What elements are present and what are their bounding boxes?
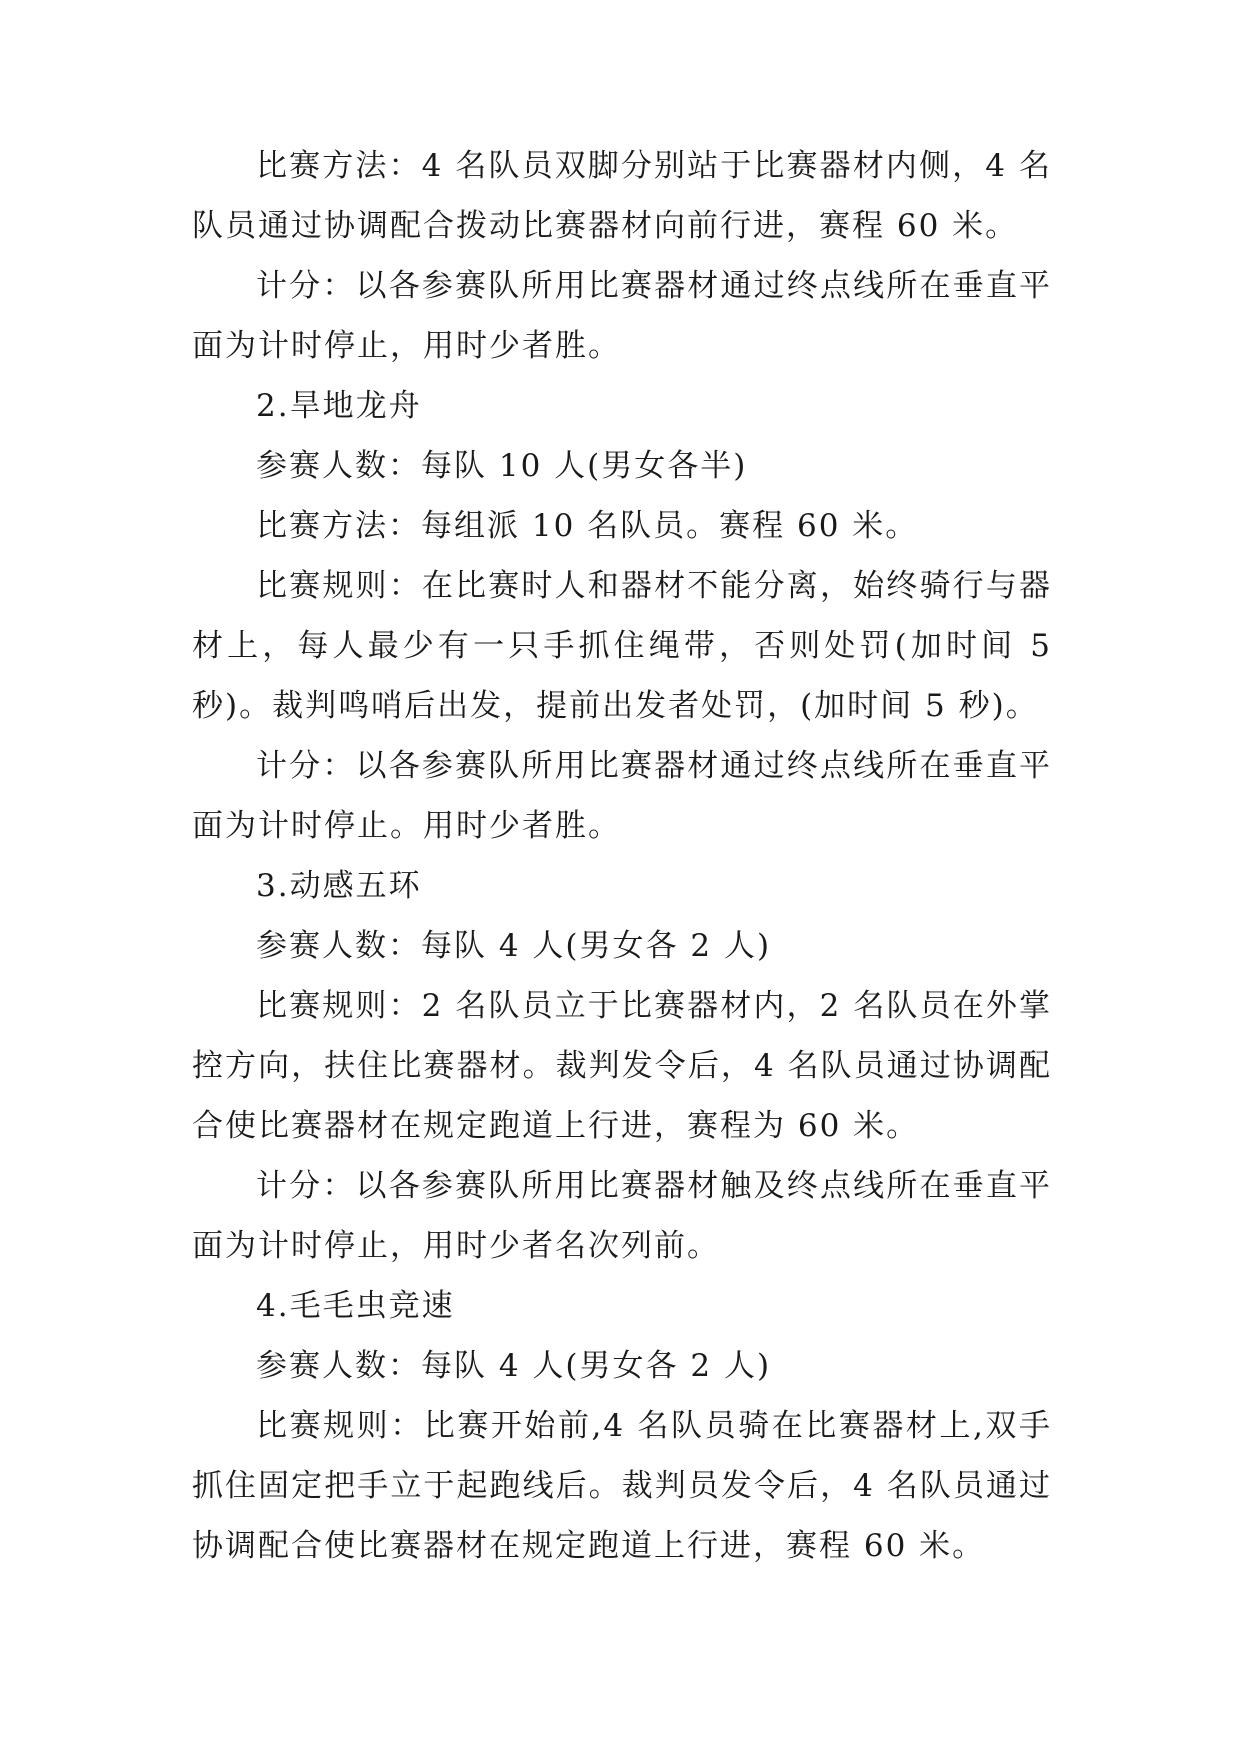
paragraph-line: 合使比赛器材在规定跑道上行进，赛程为 60 米。 <box>192 1108 920 1144</box>
paragraph-line: 队员通过协调配合拨动比赛器材向前行进，赛程 60 米。 <box>192 208 1019 244</box>
paragraph-line: 面为计时停止，用时少者胜。 <box>192 328 621 364</box>
paragraph-line: 抓住固定把手立于起跑线后。裁判员发令后，4 名队员通过 <box>192 1468 1052 1504</box>
paragraph-line: 比赛规则：比赛开始前,4 名队员骑在比赛器材上,双手 <box>256 1408 1052 1444</box>
paragraph-line: 比赛规则：在比赛时人和器材不能分离，始终骑行与器 <box>256 568 1052 604</box>
section-heading: 4.毛毛虫竞速 <box>256 1288 455 1324</box>
paragraph-line: 比赛规则：2 名队员立于比赛器材内，2 名队员在外掌 <box>256 988 1052 1024</box>
paragraph-line: 计分：以各参赛队所用比赛器材触及终点线所在垂直平 <box>256 1168 1052 1204</box>
paragraph-line: 控方向，扶住比赛器材。裁判发令后，4 名队员通过协调配 <box>192 1048 1052 1084</box>
paragraph-line: 协调配合使比赛器材在规定跑道上行进，赛程 60 米。 <box>192 1528 986 1564</box>
paragraph-line: 秒)。裁判鸣哨后出发，提前出发者处罚，(加时间 5 秒)。 <box>192 688 1039 724</box>
paragraph-line: 计分：以各参赛队所用比赛器材通过终点线所在垂直平 <box>256 748 1052 784</box>
paragraph-line: 参赛人数：每队 4 人(男女各 2 人) <box>256 1348 772 1384</box>
paragraph-line: 参赛人数：每队 4 人(男女各 2 人) <box>256 928 772 964</box>
paragraph-line: 参赛人数：每队 10 人(男女各半) <box>256 448 748 484</box>
paragraph-line: 面为计时停止。用时少者胜。 <box>192 808 621 844</box>
paragraph-line: 计分：以各参赛队所用比赛器材通过终点线所在垂直平 <box>256 268 1052 304</box>
paragraph-line: 比赛方法：每组派 10 名队员。赛程 60 米。 <box>256 508 919 544</box>
paragraph-line: 比赛方法：4 名队员双脚分别站于比赛器材内侧，4 名 <box>256 148 1052 184</box>
paragraph-line: 材上，每人最少有一只手抓住绳带，否则处罚(加时间 5 <box>192 628 1052 664</box>
paragraph-line: 面为计时停止，用时少者名次列前。 <box>192 1228 720 1264</box>
section-heading: 3.动感五环 <box>256 868 422 904</box>
section-heading: 2.旱地龙舟 <box>256 388 422 424</box>
